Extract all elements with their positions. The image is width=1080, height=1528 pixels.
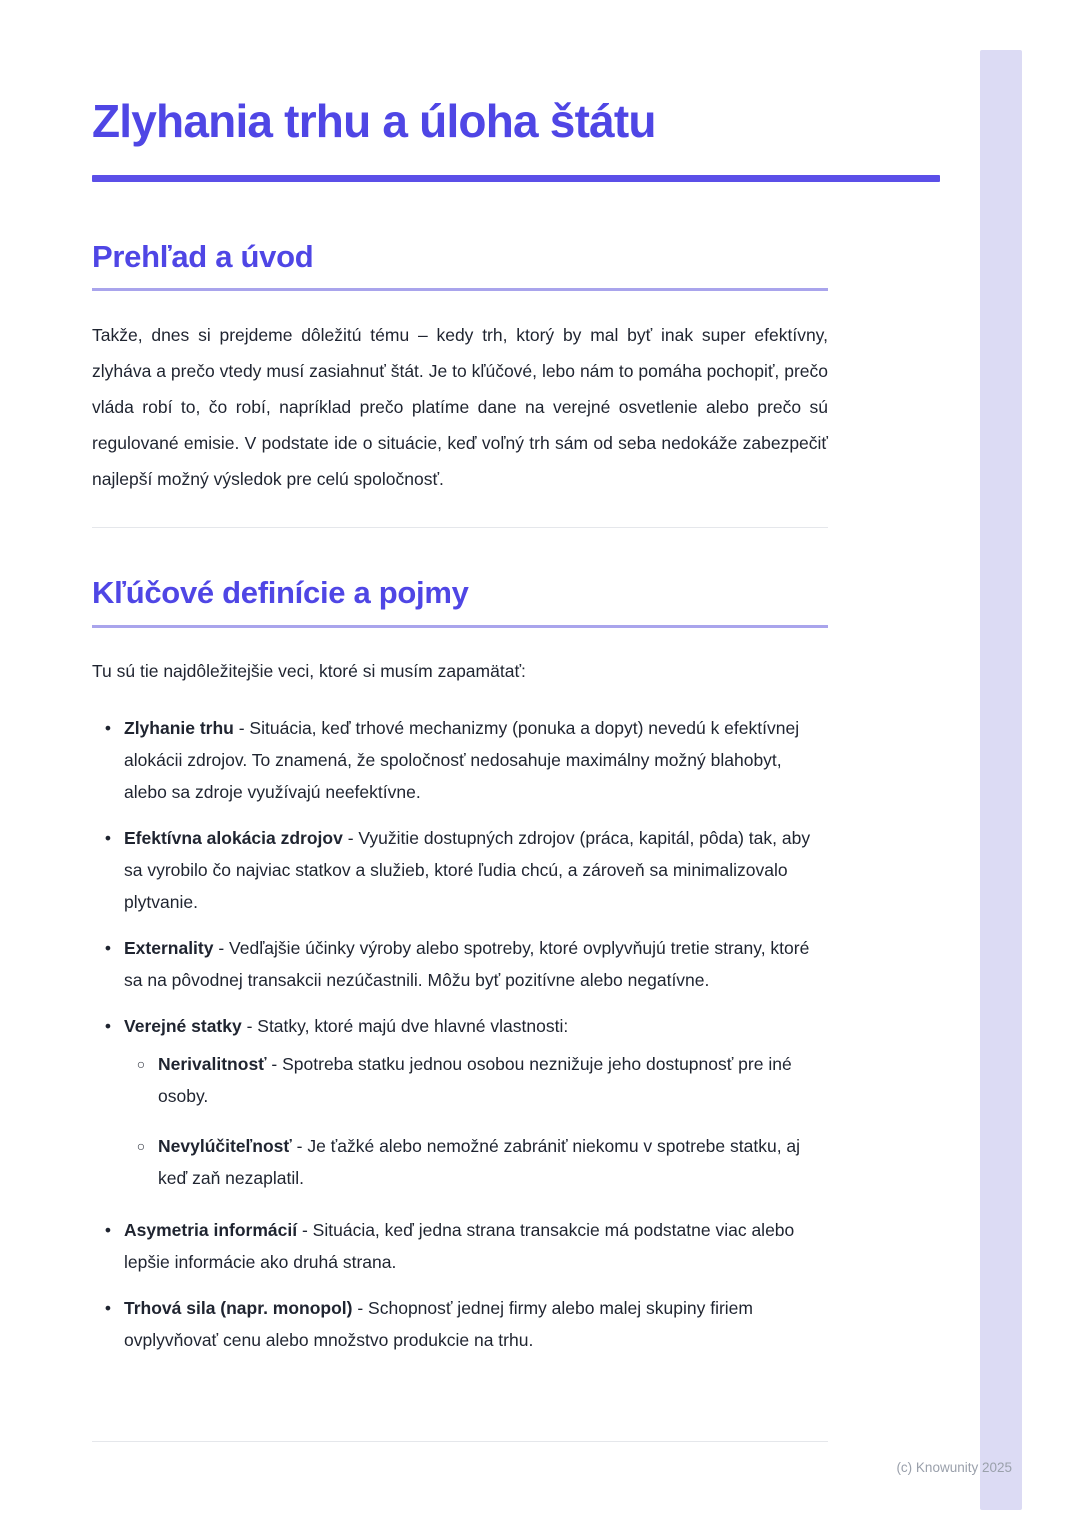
page-title: Zlyhania trhu a úloha štátu — [92, 95, 656, 147]
term-label: Zlyhanie trhu — [124, 717, 234, 738]
page-edge-strip — [980, 50, 1022, 1510]
circle-bullet-marker: ○ — [136, 1055, 146, 1072]
term-label: Externality — [124, 937, 214, 958]
footer-copyright: (c) Knowunity 2025 — [896, 1460, 1012, 1475]
circle-bullet-marker: ○ — [136, 1137, 146, 1154]
section-heading: Kľúčové definície a pojmy — [92, 575, 469, 611]
section-definitions — [92, 574, 828, 1355]
definitions-list — [92, 712, 828, 1356]
list-item — [92, 1292, 828, 1356]
definition-body: - Situácia, keď trhové mechanizmy (ponuka a dopyt) nevedú k efektívnej alokácii zdrojov. To znamená, že spoločnosť nedosahuje maximálny možný blahobyt, alebo sa zdroje využívajú neefektívne. — [124, 717, 800, 802]
definition-text — [124, 1010, 828, 1194]
sub-list-item — [124, 1130, 828, 1194]
definition-body: - Spotreba statku jednou osobou neznižuje jeho dostupnosť pre iné osoby. — [158, 1053, 792, 1106]
section-overview — [92, 238, 828, 528]
heading-underline — [92, 288, 828, 291]
definition-text — [124, 932, 828, 996]
definition-body: - Schopnosť jednej firmy alebo malej skupiny firiem ovplyvňovať cenu alebo množstvo produkcie na trhu. — [124, 1297, 753, 1350]
term-label: Asymetria informácií — [124, 1219, 298, 1240]
definition-text — [124, 1292, 828, 1356]
bullet-marker: • — [104, 1015, 112, 1036]
definition-text — [158, 1048, 828, 1112]
section-divider — [92, 527, 828, 528]
list-item — [92, 822, 828, 918]
bullet-marker: • — [104, 937, 112, 958]
list-item — [92, 932, 828, 996]
list-item — [92, 1214, 828, 1278]
definition-text — [158, 1130, 828, 1194]
sub-list — [124, 1048, 828, 1194]
term-label: Trhová sila (napr. monopol) — [124, 1297, 353, 1318]
term-label: Nerivalitnosť — [158, 1053, 267, 1074]
term-label: Verejné statky — [124, 1015, 242, 1036]
definition-body: - Vedľajšie účinky výroby alebo spotreby, ktoré ovplyvňujú tretie strany, ktoré sa na pôvodnej transakcii nezúčastnili. Môžu byť pozitívne alebo negatívne. — [124, 937, 810, 990]
sub-list-item — [124, 1048, 828, 1112]
definition-body: - Je ťažké alebo nemožné zabrániť niekomu v spotrebe statku, aj keď zaň nezaplatil. — [158, 1135, 801, 1188]
definition-body: - Situácia, keď jedna strana transakcie má podstatne viac alebo lepšie informácie ako druhá strana. — [124, 1219, 795, 1272]
list-item — [92, 1010, 828, 1194]
definitions-intro: Tu sú tie najdôležitejšie veci, ktoré si musím zapamätať: — [92, 660, 526, 681]
definition-body: - Využitie dostupných zdrojov (práca, kapitál, pôda) tak, aby sa vyrobilo čo najviac statkov a služieb, ktoré ľudia chcú, a zároveň sa minimalizovalo plytvanie. — [124, 827, 811, 912]
bullet-marker: • — [104, 1219, 112, 1240]
bullet-marker: • — [104, 827, 112, 848]
overview-paragraph: Takže, dnes si prejdeme dôležitú tému – kedy trh, ktorý by mal byť inak super efektívny, zlyháva a prečo vtedy musí zasiahnuť štát. Je to kľúčové, lebo nám to pomáha pochopiť, prečo vláda robí to, čo robí, napríklad prečo platíme dane na verejné osvetlenie alebo prečo sú regulované emisie. V podstate ide o situácie, keď voľný trh sám od seba nedokáže zabezpečiť najlepší možný výsledok pre celú spoločnosť. — [92, 325, 828, 490]
term-label: Efektívna alokácia zdrojov — [124, 827, 343, 848]
definition-text — [124, 1214, 828, 1278]
term-label: Nevylúčiteľnosť — [158, 1135, 292, 1156]
bullet-marker: • — [104, 717, 112, 738]
bullet-marker: • — [104, 1297, 112, 1318]
title-rule — [92, 175, 940, 182]
section-heading: Prehľad a úvod — [92, 239, 314, 275]
list-item — [92, 712, 828, 808]
bottom-divider — [92, 1441, 828, 1442]
definition-text — [124, 712, 828, 808]
heading-underline — [92, 625, 828, 628]
definition-text — [124, 822, 828, 918]
definition-body: - Statky, ktoré majú dve hlavné vlastnosti: — [241, 1015, 569, 1036]
